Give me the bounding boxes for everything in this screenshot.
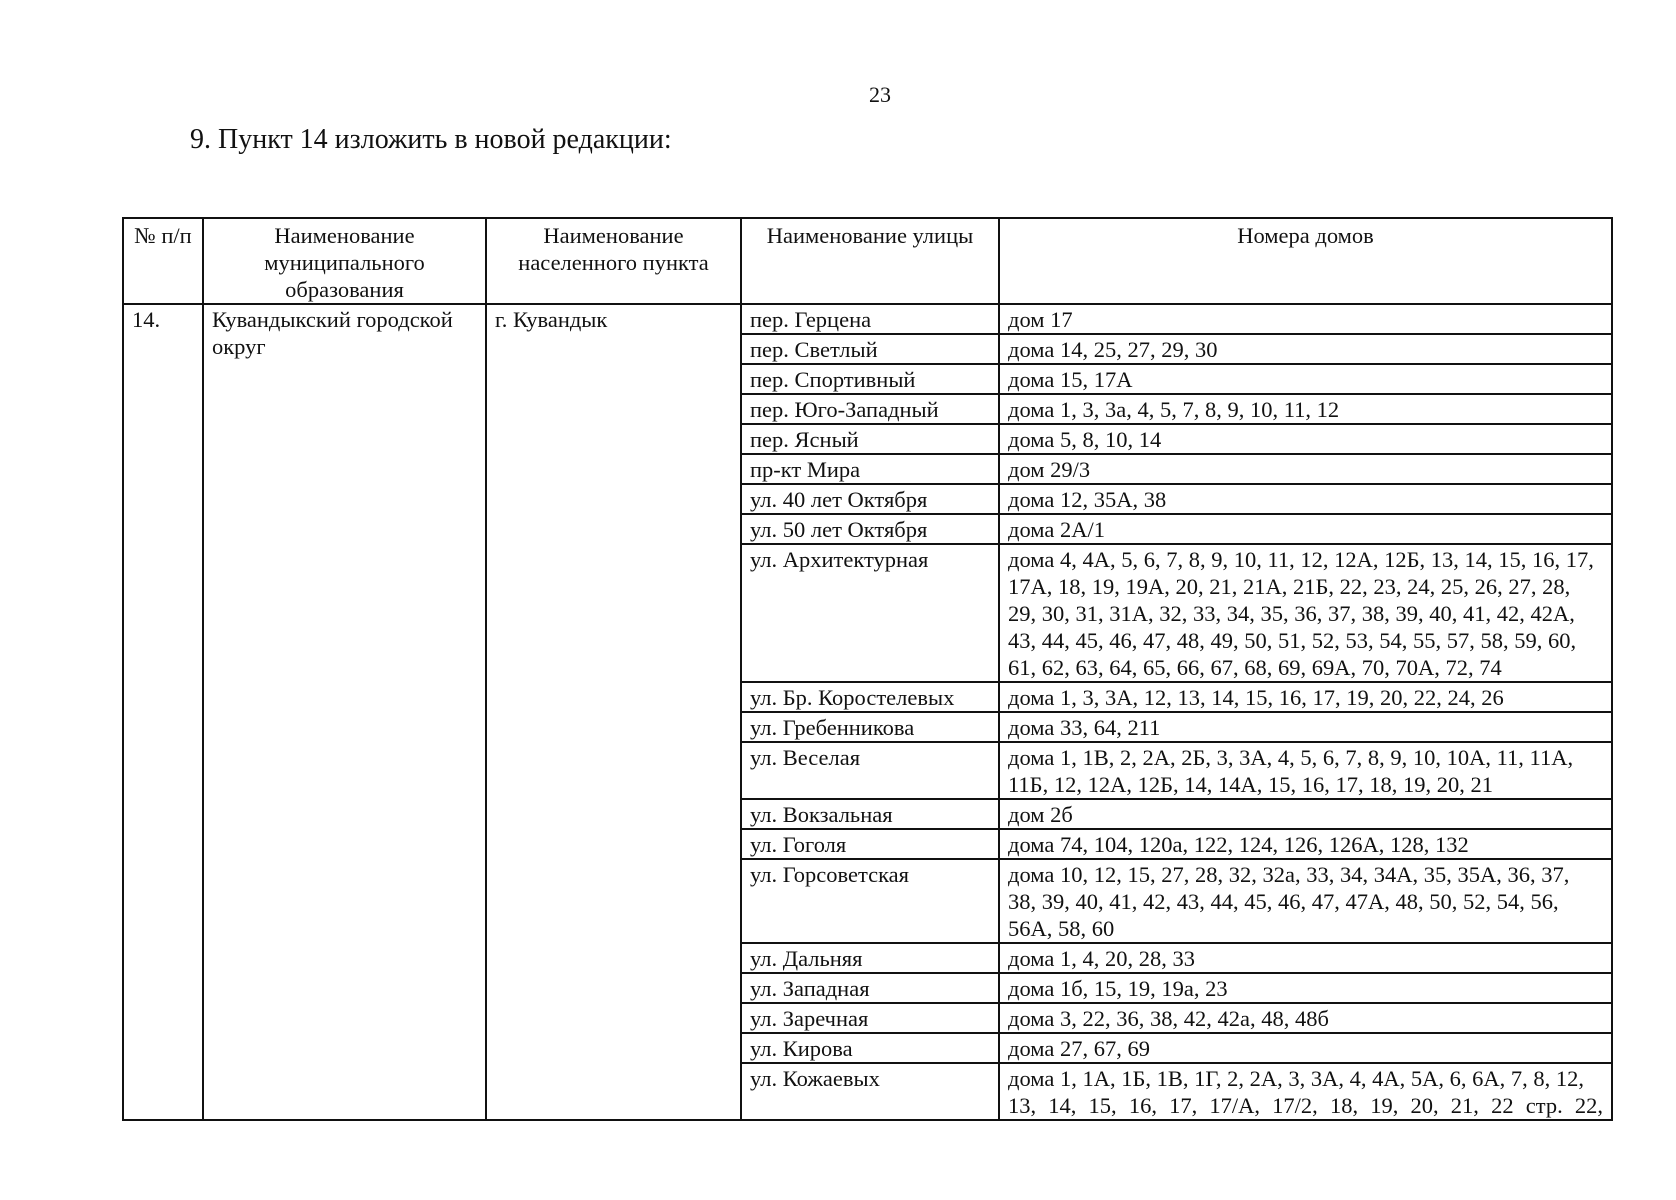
header-street: Наименование улицы xyxy=(741,218,999,304)
header-num: № п/п xyxy=(123,218,203,304)
page-number: 23 xyxy=(869,82,891,107)
house-numbers-cell: дома 15, 17А xyxy=(999,364,1612,394)
house-numbers-cell: дома 3, 22, 36, 38, 42, 42а, 48, 48б xyxy=(999,1003,1612,1033)
house-numbers-cell: дома 33, 64, 211 xyxy=(999,712,1612,742)
streets-table xyxy=(122,217,1613,1121)
table-header xyxy=(123,218,1612,304)
house-numbers-cell: дом 2б xyxy=(999,799,1612,829)
street-name-cell: ул. Западная xyxy=(741,973,999,1003)
street-name-cell: пер. Спортивный xyxy=(741,364,999,394)
house-numbers-cell: дома 1, 1А, 1Б, 1В, 1Г, 2, 2А, 3, 3А, 4, 4А, 5А, 6, 6А, 7, 8, 12, 13, 14, 15, 16, 17, 17/А, 17/2, 18, 19, 20, 21, 22 стр. 22, xyxy=(999,1063,1612,1120)
house-numbers-cell: дома 1б, 15, 19, 19а, 23 xyxy=(999,973,1612,1003)
street-name-cell: ул. 40 лет Октября xyxy=(741,484,999,514)
header-settlement: Наименование населенного пункта xyxy=(486,218,741,304)
house-numbers-cell: дома 1, 1В, 2, 2А, 2Б, 3, 3А, 4, 5, 6, 7, 8, 9, 10, 10А, 11, 11А, 11Б, 12, 12А, 12Б, 14, 14А, 15, 16, 17, 18, 19, 20, 21 xyxy=(999,742,1612,799)
street-name-cell: пер. Светлый xyxy=(741,334,999,364)
house-numbers-cell: дома 12, 35А, 38 xyxy=(999,484,1612,514)
street-name-cell: ул. Гребенникова xyxy=(741,712,999,742)
street-name-cell: ул. Кожаевых xyxy=(741,1063,999,1120)
house-numbers-cell: дома 2А/1 xyxy=(999,514,1612,544)
street-name-cell: пер. Юго-Западный xyxy=(741,394,999,424)
section-heading: 9. Пункт 14 изложить в новой редакции: xyxy=(190,124,672,155)
entry-municipality: Кувандыкский городской округ xyxy=(203,304,486,1120)
street-name-cell: ул. Кирова xyxy=(741,1033,999,1063)
street-name-cell: ул. Дальняя xyxy=(741,943,999,973)
house-numbers-cell: дом 29/3 xyxy=(999,454,1612,484)
street-name-cell: ул. Бр. Коростелевых xyxy=(741,682,999,712)
street-name-cell: пер. Герцена xyxy=(741,304,999,334)
header-houses: Номера домов xyxy=(999,218,1612,304)
street-name-cell: ул. 50 лет Октября xyxy=(741,514,999,544)
house-numbers-cell: дома 10, 12, 15, 27, 28, 32, 32а, 33, 34, 34А, 35, 35А, 36, 37, 38, 39, 40, 41, 42, 43, 44, 45, 46, 47, 47А, 48, 50, 52, 54, 56, 56А, 58, 60 xyxy=(999,859,1612,943)
entry-settlement: г. Кувандык xyxy=(486,304,741,1120)
table-body xyxy=(123,304,1612,1120)
house-numbers-cell: дома 1, 4, 20, 28, 33 xyxy=(999,943,1612,973)
house-numbers-cell: дома 1, 3, 3А, 12, 13, 14, 15, 16, 17, 19, 20, 22, 24, 26 xyxy=(999,682,1612,712)
house-numbers-cell: дома 1, 3, 3а, 4, 5, 7, 8, 9, 10, 11, 12 xyxy=(999,394,1612,424)
street-name-cell: ул. Веселая xyxy=(741,742,999,799)
house-numbers-cell: дома 4, 4А, 5, 6, 7, 8, 9, 10, 11, 12, 12А, 12Б, 13, 14, 15, 16, 17, 17А, 18, 19, 19А, 20, 21, 21А, 21Б, 22, 23, 24, 25, 26, 27, 28, 29, 30, 31, 31А, 32, 33, 34, 35, 36, 37, 38, 39, 40, 41, 42, 42А, 43, 44, 45, 46, 47, 48, 49, 50, 51, 52, 53, 54, 55, 57, 58, 59, 60, 61, 62, 63, 64, 65, 66, 67, 68, 69, 69А, 70, 70А, 72, 74 xyxy=(999,544,1612,682)
street-name-cell: ул. Архитектурная xyxy=(741,544,999,682)
entry-number: 14. xyxy=(123,304,203,1120)
street-name-cell: пер. Ясный xyxy=(741,424,999,454)
table-row xyxy=(123,304,1612,334)
street-name-cell: пр-кт Мира xyxy=(741,454,999,484)
street-name-cell: ул. Заречная xyxy=(741,1003,999,1033)
house-numbers-cell: дома 74, 104, 120а, 122, 124, 126, 126А, 128, 132 xyxy=(999,829,1612,859)
house-numbers-cell: дома 14, 25, 27, 29, 30 xyxy=(999,334,1612,364)
street-name-cell: ул. Вокзальная xyxy=(741,799,999,829)
house-numbers-cell: дома 27, 67, 69 xyxy=(999,1033,1612,1063)
header-municipality: Наименование муниципального образования xyxy=(203,218,486,304)
street-name-cell: ул. Гоголя xyxy=(741,829,999,859)
header-row xyxy=(123,218,1612,304)
house-numbers-cell: дома 5, 8, 10, 14 xyxy=(999,424,1612,454)
house-numbers-cell: дом 17 xyxy=(999,304,1612,334)
street-name-cell: ул. Горсоветская xyxy=(741,859,999,943)
